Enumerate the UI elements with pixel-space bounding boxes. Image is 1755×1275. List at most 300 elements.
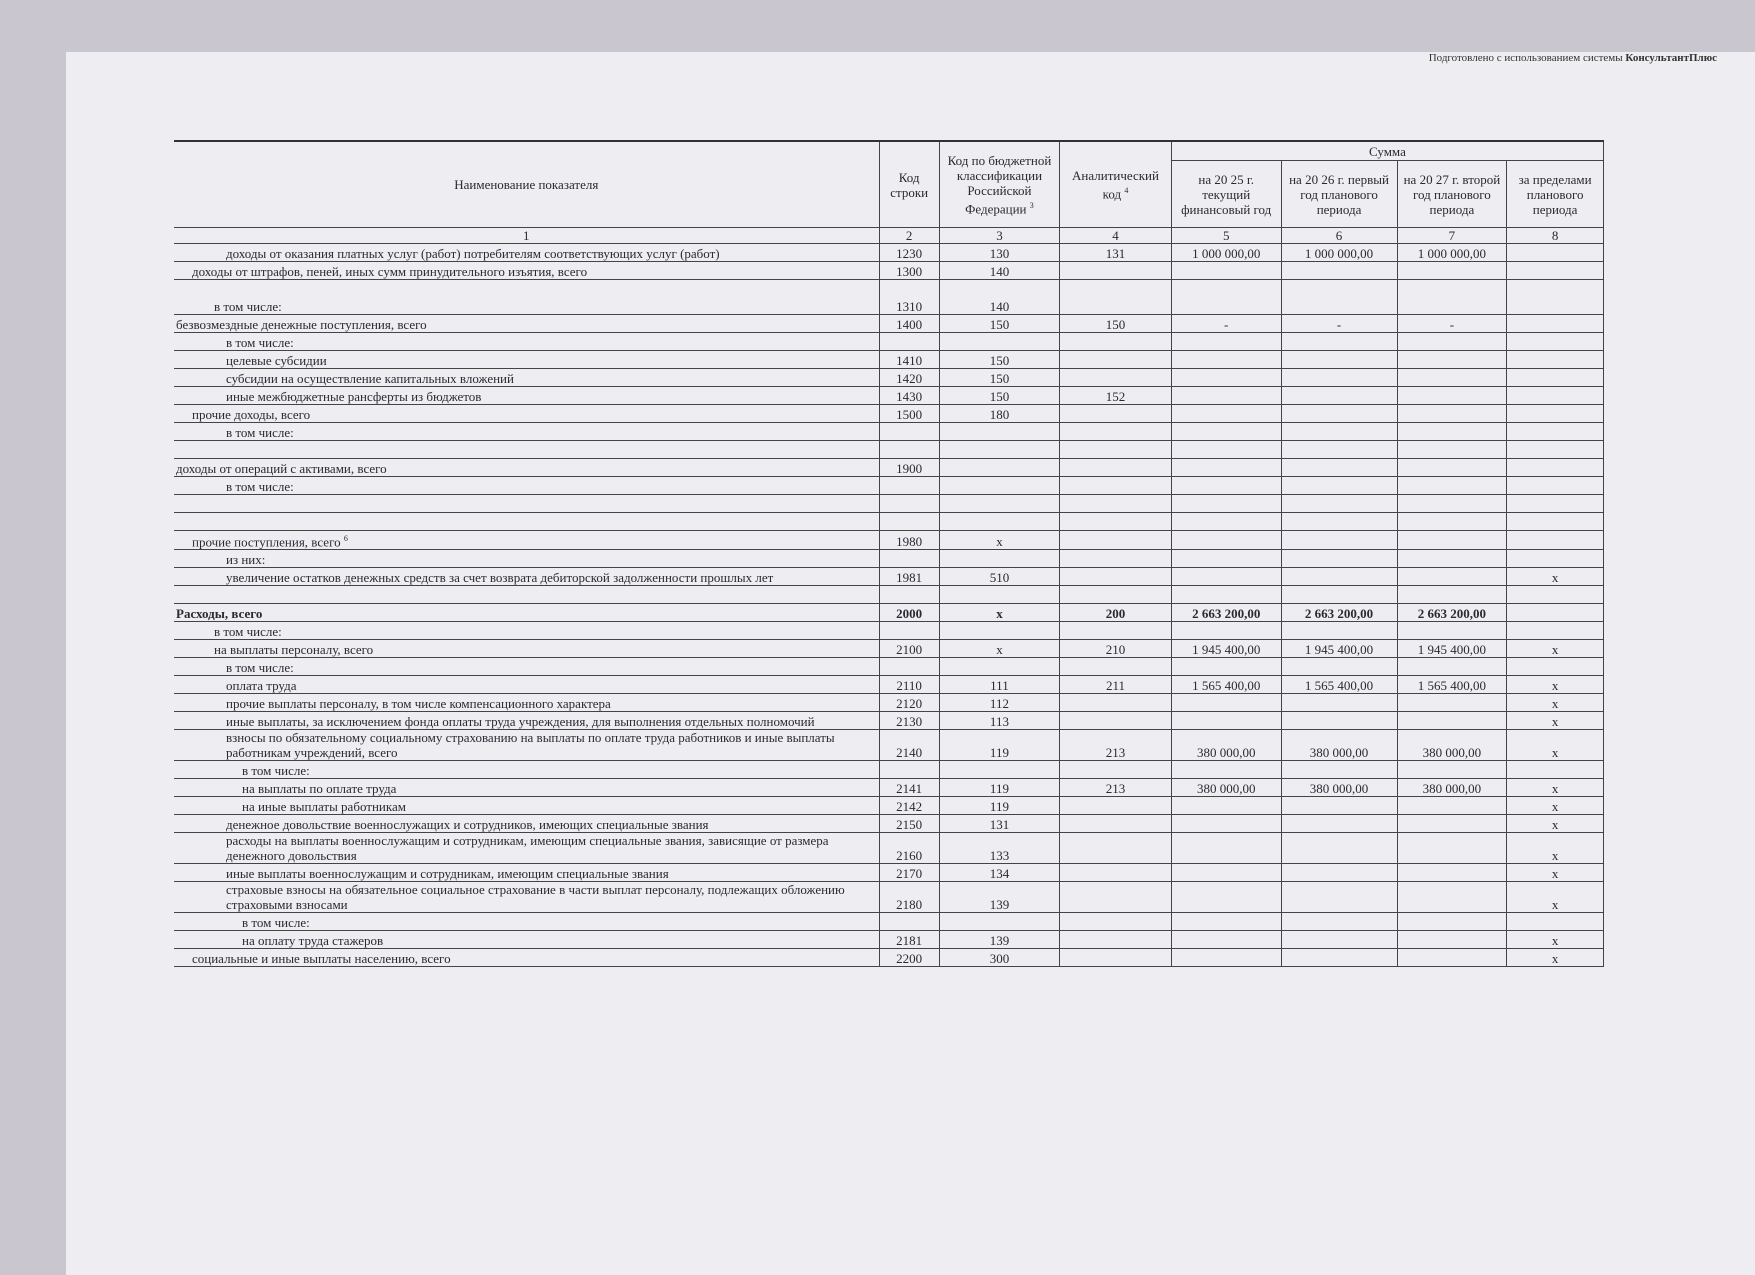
row-sum-beyond	[1507, 513, 1604, 531]
row-code: 1300	[879, 262, 939, 280]
table-row	[174, 477, 1604, 495]
row-code: 1980	[879, 531, 939, 550]
row-sum-y1	[1171, 513, 1281, 531]
row-sum-y1: 380 000,00	[1171, 779, 1281, 797]
row-analytic-code	[1060, 586, 1172, 604]
row-sum-y3: 1 945 400,00	[1397, 640, 1507, 658]
row-sum-y1	[1171, 882, 1281, 913]
row-name: в том числе:	[174, 333, 879, 351]
row-sum-y2	[1281, 882, 1397, 913]
row-name: в том числе:	[174, 913, 879, 931]
row-sum-y1	[1171, 262, 1281, 280]
col-y3-header: на 20 27 г. второй год планового периода	[1397, 161, 1507, 228]
table-row	[174, 513, 1604, 531]
table-row	[174, 441, 1604, 459]
row-sum-y1: 1 000 000,00	[1171, 244, 1281, 262]
row-analytic-code	[1060, 949, 1172, 967]
row-sum-y1	[1171, 568, 1281, 586]
row-budget-code: 150	[939, 387, 1059, 405]
row-sum-y2	[1281, 441, 1397, 459]
table-row	[174, 949, 1604, 967]
row-budget-code	[939, 441, 1059, 459]
row-sum-beyond: x	[1507, 676, 1604, 694]
row-sum-beyond: x	[1507, 779, 1604, 797]
table-row	[174, 761, 1604, 779]
row-sum-y3	[1397, 369, 1507, 387]
table-row	[174, 864, 1604, 882]
row-sum-y1: 380 000,00	[1171, 730, 1281, 761]
row-name: прочие доходы, всего	[174, 405, 879, 423]
row-analytic-code	[1060, 495, 1172, 513]
table-row	[174, 405, 1604, 423]
row-code: 2110	[879, 676, 939, 694]
row-sum-beyond	[1507, 761, 1604, 779]
row-sum-beyond: x	[1507, 712, 1604, 730]
row-code	[879, 495, 939, 513]
row-sum-y2: 380 000,00	[1281, 730, 1397, 761]
table-row	[174, 622, 1604, 640]
row-sum-y3	[1397, 833, 1507, 864]
row-code: 2160	[879, 833, 939, 864]
row-budget-code: 510	[939, 568, 1059, 586]
row-sum-y3: 1 000 000,00	[1397, 244, 1507, 262]
row-sum-y2	[1281, 477, 1397, 495]
row-budget-code	[939, 658, 1059, 676]
row-sum-y1	[1171, 441, 1281, 459]
row-sum-beyond	[1507, 495, 1604, 513]
row-sum-y3	[1397, 622, 1507, 640]
row-sum-y2: 380 000,00	[1281, 779, 1397, 797]
row-sum-y3	[1397, 761, 1507, 779]
row-code	[879, 477, 939, 495]
row-analytic-code	[1060, 882, 1172, 913]
row-budget-code: x	[939, 640, 1059, 658]
row-code	[879, 586, 939, 604]
row-sum-y2	[1281, 658, 1397, 676]
table-row	[174, 586, 1604, 604]
row-analytic-code: 150	[1060, 315, 1172, 333]
row-sum-y1	[1171, 531, 1281, 550]
row-budget-code	[939, 913, 1059, 931]
row-budget-code	[939, 550, 1059, 568]
row-sum-y3: 2 663 200,00	[1397, 604, 1507, 622]
row-sum-y2: 2 663 200,00	[1281, 604, 1397, 622]
row-sum-y3	[1397, 495, 1507, 513]
row-sum-y1	[1171, 622, 1281, 640]
row-code	[879, 658, 939, 676]
row-name: на выплаты по оплате труда	[174, 779, 879, 797]
table-row	[174, 833, 1604, 864]
row-name: доходы от оказания платных услуг (работ) потребителям соответствующих услуг (работ)	[174, 244, 879, 262]
col-y1-header: на 20 25 г. текущий финансовый год	[1171, 161, 1281, 228]
row-sum-y1	[1171, 351, 1281, 369]
row-name: безвозмездные денежные поступления, всего	[174, 315, 879, 333]
header-note-text: Подготовлено с использованием системы	[1428, 52, 1626, 64]
row-name: прочие поступления, всего $^6$	[174, 531, 879, 550]
table-row	[174, 797, 1604, 815]
row-name: из них:	[174, 550, 879, 568]
row-sum-beyond	[1507, 658, 1604, 676]
row-sum-beyond: x	[1507, 882, 1604, 913]
row-sum-beyond	[1507, 262, 1604, 280]
row-sum-beyond	[1507, 604, 1604, 622]
row-sum-beyond	[1507, 333, 1604, 351]
row-sum-y2	[1281, 622, 1397, 640]
row-sum-beyond	[1507, 550, 1604, 568]
row-sum-y2	[1281, 761, 1397, 779]
row-sum-y1	[1171, 387, 1281, 405]
row-budget-code: 300	[939, 949, 1059, 967]
row-budget-code: 119	[939, 797, 1059, 815]
row-sum-y3	[1397, 333, 1507, 351]
table-body	[174, 244, 1604, 967]
row-budget-code: 119	[939, 730, 1059, 761]
row-sum-y2: 1 565 400,00	[1281, 676, 1397, 694]
row-analytic-code	[1060, 369, 1172, 387]
row-analytic-code	[1060, 333, 1172, 351]
row-sum-beyond	[1507, 315, 1604, 333]
row-name	[174, 441, 879, 459]
row-name: субсидии на осуществление капитальных вложений	[174, 369, 879, 387]
row-code	[879, 761, 939, 779]
row-code	[879, 423, 939, 441]
row-sum-y1	[1171, 931, 1281, 949]
row-sum-y2	[1281, 405, 1397, 423]
row-name: в том числе:	[174, 423, 879, 441]
row-code: 2100	[879, 640, 939, 658]
row-code	[879, 622, 939, 640]
row-sum-beyond	[1507, 369, 1604, 387]
table-row	[174, 658, 1604, 676]
row-sum-y2	[1281, 423, 1397, 441]
row-sum-beyond	[1507, 387, 1604, 405]
row-sum-beyond: x	[1507, 931, 1604, 949]
column-number: 6	[1281, 228, 1397, 244]
row-analytic-code	[1060, 568, 1172, 586]
row-analytic-code: 211	[1060, 676, 1172, 694]
table-row	[174, 333, 1604, 351]
row-analytic-code	[1060, 280, 1172, 315]
row-sum-y1: -	[1171, 315, 1281, 333]
row-analytic-code	[1060, 833, 1172, 864]
row-analytic-code	[1060, 513, 1172, 531]
row-name: Расходы, всего	[174, 604, 879, 622]
row-budget-code: 131	[939, 815, 1059, 833]
row-sum-y3	[1397, 931, 1507, 949]
row-code: 1900	[879, 459, 939, 477]
row-name: денежное довольствие военнослужащих и сотрудников, имеющих специальные звания	[174, 815, 879, 833]
row-budget-code: 140	[939, 262, 1059, 280]
row-code: 2142	[879, 797, 939, 815]
row-sum-y1	[1171, 550, 1281, 568]
table-row	[174, 604, 1604, 622]
row-sum-y3: -	[1397, 315, 1507, 333]
row-analytic-code	[1060, 550, 1172, 568]
row-code: 2180	[879, 882, 939, 913]
row-analytic-code	[1060, 423, 1172, 441]
header-note	[1429, 52, 1717, 64]
row-budget-code: 111	[939, 676, 1059, 694]
row-sum-y2	[1281, 949, 1397, 967]
row-analytic-code	[1060, 864, 1172, 882]
row-budget-code	[939, 477, 1059, 495]
row-sum-y2	[1281, 369, 1397, 387]
row-name: иные выплаты военнослужащим и сотрудникам, имеющим специальные звания	[174, 864, 879, 882]
row-name	[174, 586, 879, 604]
row-name: страховые взносы на обязательное социальное страхование в части выплат персоналу, подлежащих обложению страховыми взносами	[174, 882, 879, 913]
row-code: 2141	[879, 779, 939, 797]
row-analytic-code: 210	[1060, 640, 1172, 658]
row-sum-y3	[1397, 423, 1507, 441]
row-budget-code	[939, 333, 1059, 351]
row-code: 1500	[879, 405, 939, 423]
row-budget-code	[939, 495, 1059, 513]
row-analytic-code: 213	[1060, 730, 1172, 761]
table-row	[174, 931, 1604, 949]
row-sum-beyond	[1507, 459, 1604, 477]
row-code: 1981	[879, 568, 939, 586]
table-row	[174, 712, 1604, 730]
column-number: 3	[939, 228, 1059, 244]
row-sum-y1: 2 663 200,00	[1171, 604, 1281, 622]
row-name: социальные и иные выплаты населению, всего	[174, 949, 879, 967]
row-sum-y3	[1397, 815, 1507, 833]
row-code: 1400	[879, 315, 939, 333]
row-name: на иные выплаты работникам	[174, 797, 879, 815]
header-note-brand: КонсультантПлюс	[1625, 52, 1717, 64]
row-sum-beyond: x	[1507, 864, 1604, 882]
row-sum-y1: 1 945 400,00	[1171, 640, 1281, 658]
row-sum-y2: -	[1281, 315, 1397, 333]
row-sum-y2	[1281, 459, 1397, 477]
row-budget-code: 150	[939, 315, 1059, 333]
row-analytic-code: 152	[1060, 387, 1172, 405]
row-analytic-code: 131	[1060, 244, 1172, 262]
table-row	[174, 640, 1604, 658]
col-analytic-header: Аналитический код $^4$	[1060, 141, 1172, 228]
row-sum-y1	[1171, 761, 1281, 779]
row-analytic-code	[1060, 658, 1172, 676]
row-budget-code: 150	[939, 369, 1059, 387]
row-analytic-code	[1060, 622, 1172, 640]
row-analytic-code	[1060, 262, 1172, 280]
row-sum-y3	[1397, 280, 1507, 315]
row-sum-y3	[1397, 477, 1507, 495]
row-sum-y3	[1397, 531, 1507, 550]
row-sum-beyond: x	[1507, 568, 1604, 586]
row-sum-y3	[1397, 513, 1507, 531]
row-sum-y1	[1171, 658, 1281, 676]
row-name	[174, 495, 879, 513]
row-sum-y3	[1397, 351, 1507, 369]
row-sum-y3	[1397, 882, 1507, 913]
row-sum-y1	[1171, 405, 1281, 423]
row-sum-y2	[1281, 586, 1397, 604]
row-sum-y2: 1 945 400,00	[1281, 640, 1397, 658]
row-sum-beyond: x	[1507, 815, 1604, 833]
table-row	[174, 815, 1604, 833]
row-sum-beyond	[1507, 244, 1604, 262]
col-code-header: Код строки	[879, 141, 939, 228]
row-sum-y3: 1 565 400,00	[1397, 676, 1507, 694]
row-analytic-code	[1060, 531, 1172, 550]
row-name: в том числе:	[174, 622, 879, 640]
row-sum-y2	[1281, 931, 1397, 949]
row-code	[879, 513, 939, 531]
row-sum-y3	[1397, 913, 1507, 931]
row-sum-y1	[1171, 586, 1281, 604]
row-sum-y2	[1281, 262, 1397, 280]
row-code: 1310	[879, 280, 939, 315]
row-sum-y2	[1281, 550, 1397, 568]
row-sum-y3	[1397, 712, 1507, 730]
table-header	[174, 141, 1604, 244]
row-name: иные выплаты, за исключением фонда оплаты труда учреждения, для выполнения отдельных полномочий	[174, 712, 879, 730]
row-name: расходы на выплаты военнослужащим и сотрудникам, имеющим специальные звания, зависящие от размера денежного довольствия	[174, 833, 879, 864]
table-row	[174, 262, 1604, 280]
row-sum-y3	[1397, 550, 1507, 568]
table-row	[174, 531, 1604, 550]
row-budget-code: 113	[939, 712, 1059, 730]
row-budget-code	[939, 423, 1059, 441]
row-code: 2120	[879, 694, 939, 712]
row-sum-y2	[1281, 913, 1397, 931]
row-sum-y3: 380 000,00	[1397, 730, 1507, 761]
row-analytic-code	[1060, 931, 1172, 949]
row-budget-code	[939, 513, 1059, 531]
row-sum-beyond	[1507, 280, 1604, 315]
row-sum-beyond: x	[1507, 833, 1604, 864]
row-sum-y1	[1171, 459, 1281, 477]
table-row	[174, 280, 1604, 315]
table-row	[174, 550, 1604, 568]
row-budget-code: 133	[939, 833, 1059, 864]
row-code	[879, 333, 939, 351]
row-code: 2170	[879, 864, 939, 882]
row-code: 1410	[879, 351, 939, 369]
row-analytic-code	[1060, 694, 1172, 712]
row-analytic-code	[1060, 815, 1172, 833]
row-sum-y2	[1281, 531, 1397, 550]
row-sum-beyond: x	[1507, 730, 1604, 761]
row-analytic-code	[1060, 405, 1172, 423]
row-sum-beyond	[1507, 586, 1604, 604]
row-sum-beyond	[1507, 531, 1604, 550]
row-budget-code: 139	[939, 931, 1059, 949]
row-sum-y2	[1281, 712, 1397, 730]
row-name: иные межбюджетные рансферты из бюджетов	[174, 387, 879, 405]
row-sum-y3	[1397, 864, 1507, 882]
row-sum-beyond	[1507, 477, 1604, 495]
row-sum-y1	[1171, 369, 1281, 387]
row-analytic-code	[1060, 351, 1172, 369]
row-sum-beyond: x	[1507, 797, 1604, 815]
column-number: 4	[1060, 228, 1172, 244]
col-beyond-header: за пределами планового периода	[1507, 161, 1604, 228]
table-row	[174, 351, 1604, 369]
row-sum-y2	[1281, 387, 1397, 405]
row-sum-y2	[1281, 333, 1397, 351]
row-name: на выплаты персоналу, всего	[174, 640, 879, 658]
row-sum-y3	[1397, 694, 1507, 712]
table-row	[174, 779, 1604, 797]
row-analytic-code	[1060, 761, 1172, 779]
row-code	[879, 913, 939, 931]
table-row	[174, 495, 1604, 513]
col-sum-header: Сумма	[1171, 141, 1603, 161]
row-code	[879, 550, 939, 568]
row-budget-code: 134	[939, 864, 1059, 882]
row-code: 1430	[879, 387, 939, 405]
column-number: 1	[174, 228, 879, 244]
row-name: прочие выплаты персоналу, в том числе компенсационного характера	[174, 694, 879, 712]
table-row	[174, 459, 1604, 477]
table-row	[174, 694, 1604, 712]
row-analytic-code: 213	[1060, 779, 1172, 797]
row-sum-y3	[1397, 797, 1507, 815]
row-sum-beyond	[1507, 405, 1604, 423]
row-budget-code	[939, 586, 1059, 604]
row-sum-y3	[1397, 586, 1507, 604]
row-name: целевые субсидии	[174, 351, 879, 369]
row-name: доходы от штрафов, пеней, иных сумм принудительного изъятия, всего	[174, 262, 879, 280]
row-name: взносы по обязательному социальному страхованию на выплаты по оплате труда работников и иные выплаты работникам учреждений, всего	[174, 730, 879, 761]
row-budget-code: 112	[939, 694, 1059, 712]
row-sum-y2	[1281, 833, 1397, 864]
row-code: 2130	[879, 712, 939, 730]
row-code: 2200	[879, 949, 939, 967]
table-row	[174, 568, 1604, 586]
row-sum-y1	[1171, 864, 1281, 882]
row-sum-y1	[1171, 333, 1281, 351]
table-row	[174, 387, 1604, 405]
row-name: в том числе:	[174, 761, 879, 779]
row-sum-beyond	[1507, 622, 1604, 640]
row-name: в том числе:	[174, 280, 879, 315]
row-sum-y2	[1281, 495, 1397, 513]
row-code: 2140	[879, 730, 939, 761]
row-budget-code	[939, 622, 1059, 640]
row-sum-y3	[1397, 387, 1507, 405]
table-row	[174, 676, 1604, 694]
row-sum-y1	[1171, 797, 1281, 815]
row-code	[879, 441, 939, 459]
row-sum-y3	[1397, 405, 1507, 423]
row-budget-code: 150	[939, 351, 1059, 369]
table-row	[174, 882, 1604, 913]
row-name	[174, 513, 879, 531]
table-row	[174, 244, 1604, 262]
row-code: 1230	[879, 244, 939, 262]
row-sum-beyond: x	[1507, 640, 1604, 658]
col-budget-header: Код по бюджетной классификации Российской Федерации $^3$	[939, 141, 1059, 228]
row-analytic-code	[1060, 477, 1172, 495]
row-sum-y3	[1397, 459, 1507, 477]
table-row	[174, 730, 1604, 761]
column-numbers-row	[174, 228, 1604, 244]
row-sum-y1	[1171, 913, 1281, 931]
table-row	[174, 369, 1604, 387]
row-sum-y1	[1171, 949, 1281, 967]
table-row	[174, 423, 1604, 441]
row-analytic-code	[1060, 459, 1172, 477]
row-sum-y3	[1397, 568, 1507, 586]
row-budget-code	[939, 761, 1059, 779]
row-sum-y3: 380 000,00	[1397, 779, 1507, 797]
row-code: 2150	[879, 815, 939, 833]
row-analytic-code: 200	[1060, 604, 1172, 622]
row-sum-y1	[1171, 423, 1281, 441]
